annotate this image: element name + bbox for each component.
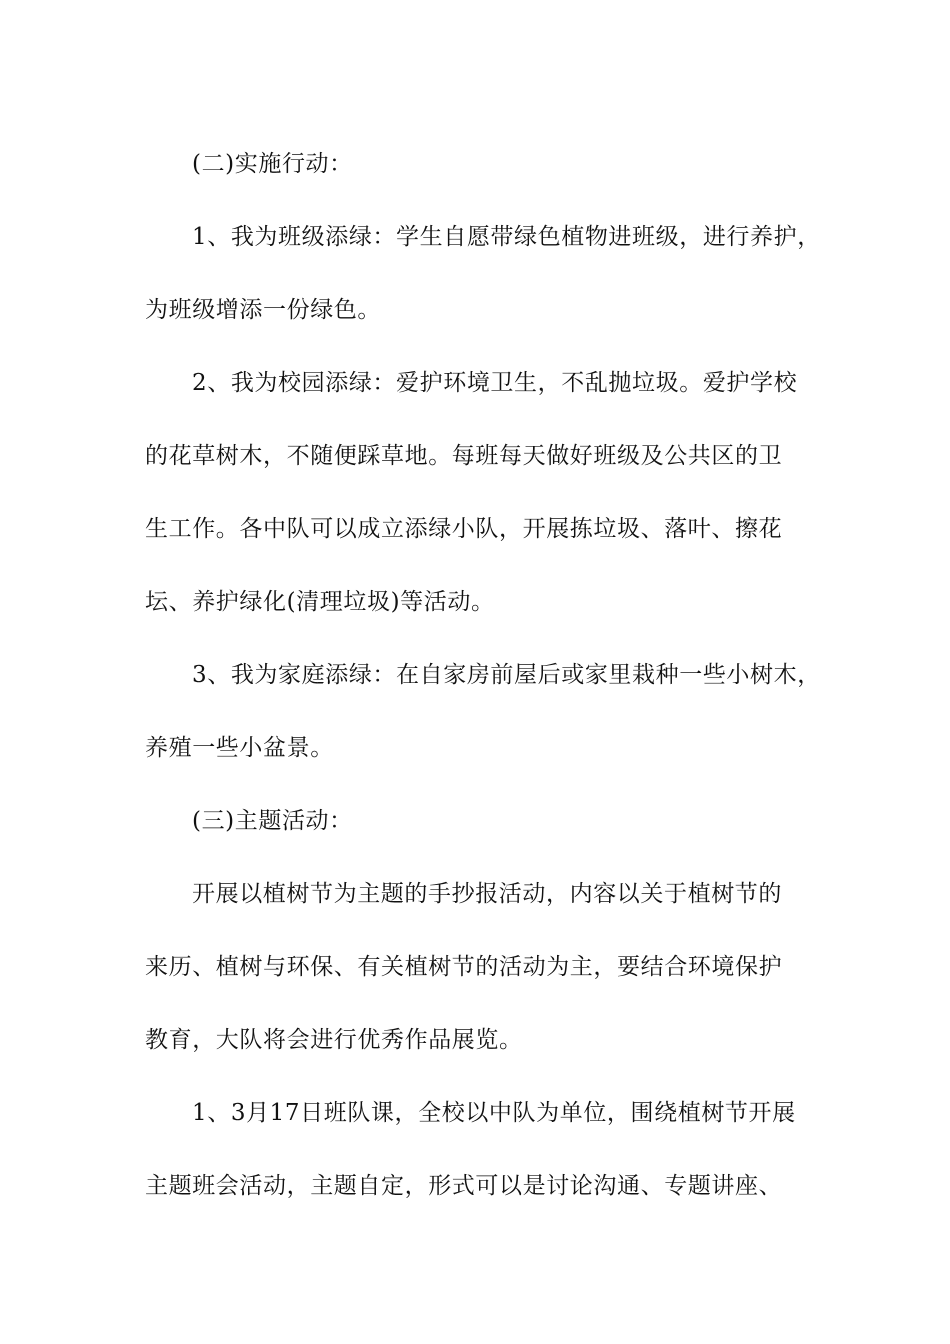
paragraph-line: 3、我为家庭添绿：在自家房前屋后或家里栽种一些小树木， bbox=[192, 662, 821, 688]
paragraph-line: 来历、植树与环保、有关植树节的活动为主，要结合环境保护 bbox=[145, 954, 783, 980]
paragraph-line: 教育，大队将会进行优秀作品展览。 bbox=[145, 1027, 523, 1053]
paragraph-line: 2、我为校园添绿：爱护环境卫生，不乱抛垃圾。爱护学校 bbox=[192, 370, 798, 396]
paragraph-line: 1、我为班级添绿：学生自愿带绿色植物进班级，进行养护， bbox=[192, 224, 821, 250]
paragraph-line: 坛、养护绿化(清理垃圾)等活动。 bbox=[145, 589, 495, 615]
paragraph-line: 的花草树木，不随便踩草地。每班每天做好班级及公共区的卫 bbox=[145, 443, 783, 469]
paragraph-line: 养殖一些小盆景。 bbox=[145, 735, 334, 761]
paragraph-line: 1、3月17日班队课，全校以中队为单位，围绕植树节开展 bbox=[192, 1100, 796, 1126]
section-heading-implementation: (二)实施行动： bbox=[192, 151, 353, 177]
paragraph-line: 为班级增添一份绿色。 bbox=[145, 297, 381, 323]
section-heading-theme-activity: (三)主题活动： bbox=[192, 808, 353, 834]
paragraph-line: 主题班会活动，主题自定，形式可以是讨论沟通、专题讲座、 bbox=[145, 1173, 783, 1199]
paragraph-line: 开展以植树节为主题的手抄报活动，内容以关于植树节的 bbox=[192, 881, 782, 907]
document-body bbox=[145, 128, 821, 1223]
paragraph-line: 生工作。各中队可以成立添绿小队，开展拣垃圾、落叶、擦花 bbox=[145, 516, 783, 542]
